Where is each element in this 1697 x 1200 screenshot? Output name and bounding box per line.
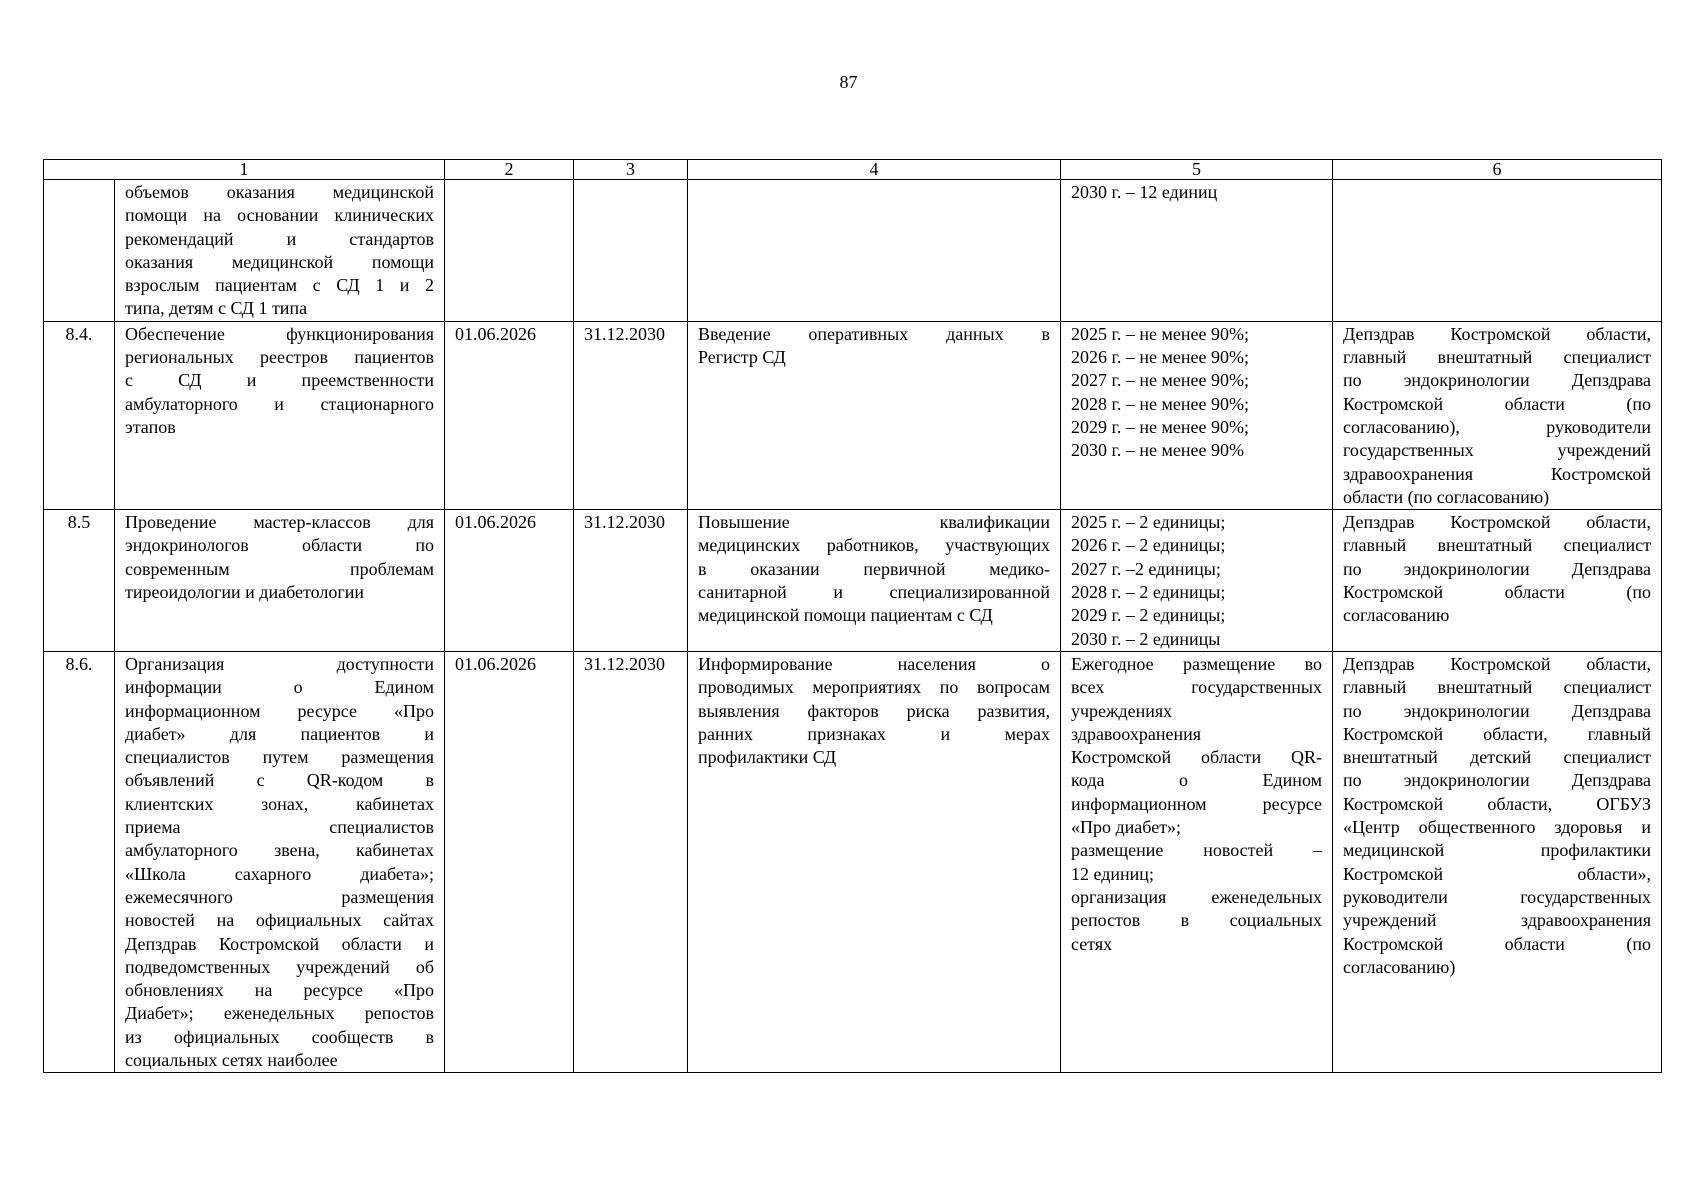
text-line: 2029 г. – не менее 90%; [1071,416,1249,437]
column-header-3: 3 [574,160,688,180]
text-line: 2027 г. – не менее 90%; [1071,370,1249,391]
text-line: информации о Едином [125,677,434,698]
text-line: здравоохранения [1071,723,1202,744]
start-date [445,180,574,322]
text-line: Обеспечение функционирования [125,323,434,344]
text-line: Проведение мастер-классов для [125,512,434,533]
text-line: взрослым пациентам с СД 1 и 2 [125,275,434,296]
target-indicator [1061,180,1333,322]
text-line: этапов [125,416,176,437]
text-line: из официальных сообществ в [125,1026,434,1047]
end-date: 31.12.2030 [574,321,688,509]
text-line: главный внештатный специалист [1343,535,1651,556]
text-line: 2025 г. – не менее 90%; [1071,323,1249,344]
target-indicator [1061,321,1333,509]
text-line: 2028 г. – не менее 90%; [1071,393,1249,414]
text-line: кода о Едином [1071,770,1322,791]
text-line: объемов оказания медицинской [125,182,434,202]
end-date [574,180,688,322]
text-line: медицинской профилактики [1343,840,1651,861]
text-line: Костромской области (по [1343,393,1651,414]
text-line: Костромской области (по [1343,933,1651,954]
responsible-parties [1333,651,1662,1072]
text-line: по эндокринологии Депздрава [1343,700,1651,721]
text-line: главный внештатный специалист [1343,677,1651,698]
start-date: 01.06.2026 [445,651,574,1072]
activity-name [115,180,445,322]
item-number: 8.6. [44,651,115,1072]
text-line: учреждений здравоохранения [1343,910,1651,931]
text-line: профилактики СД [698,747,837,768]
text-line: репостов в социальных [1071,910,1322,931]
text-line: Депздрав Костромской области и [125,933,434,954]
item-number: 8.5 [44,510,115,652]
text-line: амбулаторного и стационарного [125,393,434,414]
end-date: 31.12.2030 [574,510,688,652]
text-line: Депздрав Костромской области, [1343,512,1651,533]
text-line: согласованию [1343,605,1450,626]
start-date: 01.06.2026 [445,321,574,509]
table-row [44,651,1662,1072]
item-number [44,180,115,322]
text-line: учреждениях [1071,700,1173,721]
start-date: 01.06.2026 [445,510,574,652]
text-line: согласованию), руководители [1343,416,1651,437]
text-line: Костромской области, ОГБУЗ [1343,793,1651,814]
text-line: 2025 г. – 2 единицы; [1071,512,1226,533]
text-line: организация еженедельных [1071,886,1322,907]
target-indicator [1061,510,1333,652]
text-line: 2027 г. –2 единицы; [1071,558,1221,579]
text-line: по эндокринологии Депздрава [1343,558,1651,579]
column-header-5: 5 [1061,160,1333,180]
text-line: медицинской помощи пациентам с СД [698,605,993,626]
page-number: 87 [839,72,858,92]
text-line: оказания медицинской помощи [125,251,434,272]
text-line: сетях [1071,933,1113,954]
text-line: размещение новостей – [1071,840,1322,861]
text-line: 12 единиц; [1071,863,1154,884]
text-line: по эндокринологии Депздрава [1343,370,1651,391]
text-line: Введение оперативных данных в [698,323,1050,344]
text-line: клиентских зонах, кабинетах [125,793,434,814]
text-line: «Про диабет»; [1071,817,1182,838]
text-line: 2028 г. – 2 единицы; [1071,582,1226,603]
text-line: рекомендаций и стандартов [125,228,434,249]
responsible-parties [1333,321,1662,509]
target-indicator [1061,651,1333,1072]
text-line: современным проблемам [125,558,434,579]
table-row [44,321,1662,509]
text-line: ранних признаках и мерах [698,723,1050,744]
text-line: тиреоидологии и диабетологии [125,582,365,603]
text-line: по эндокринологии Депздрава [1343,770,1651,791]
table-row [44,510,1662,652]
text-line: информационном ресурсе [1071,793,1322,814]
text-line: новостей на официальных сайтах [125,910,434,931]
text-line: типа, детям с СД 1 типа [125,298,308,319]
text-line: руководители государственных [1343,886,1651,907]
text-line: приема специалистов [125,817,434,838]
text-line: диабет» для пациентов и [125,723,434,744]
text-line: проводимых мероприятиях по вопросам [698,677,1050,698]
item-number: 8.4. [44,321,115,509]
text-line: 2029 г. – 2 единицы; [1071,605,1226,626]
text-line: специалистов путем размещения [125,747,434,768]
text-line: Диабет»; еженедельных репостов [125,1003,434,1024]
table-row [44,180,1662,322]
text-line: области (по согласованию) [1343,486,1550,507]
text-line: информационном ресурсе «Про [125,700,434,721]
text-line: «Центр общественного здоровья и [1343,817,1651,838]
text-line: обновлениях на ресурсе «Про [125,980,434,1001]
action-plan-table [43,159,1662,1073]
expected-result [688,651,1061,1072]
expected-result [688,180,1061,322]
column-header-4: 4 [688,160,1061,180]
text-line: главный внештатный специалист [1343,347,1651,368]
text-line: региональных реестров пациентов [125,347,434,368]
text-line: санитарной и специализированной [698,582,1050,603]
text-line: ежемесячного размещения [125,886,434,907]
activity-name [115,510,445,652]
text-line: Костромской области», [1343,863,1651,884]
text-line: Повышение квалификации [698,512,1050,533]
expected-result [688,321,1061,509]
column-header-1: 1 [44,160,445,180]
text-line: Костромской области QR- [1071,747,1322,768]
text-line: эндокринологов области по [125,535,434,556]
text-line: здравоохранения Костромской [1343,463,1651,484]
expected-result [688,510,1061,652]
text-line: Депздрав Костромской области, [1343,653,1651,674]
column-number-header-row [44,160,1662,180]
text-line: 2030 г. – 2 единицы [1071,628,1221,649]
text-line: 2026 г. – 2 единицы; [1071,535,1226,556]
activity-name [115,321,445,509]
text-line: Организация доступности [125,653,434,674]
text-line: внештатный детский специалист [1343,747,1651,768]
text-line: 2030 г. – 12 единиц [1071,182,1218,202]
column-header-2: 2 [445,160,574,180]
text-line: «Школа сахарного диабета»; [125,863,434,884]
text-line: всех государственных [1071,677,1322,698]
text-line: подведомственных учреждений об [125,956,434,977]
text-line: Костромской области (по [1343,582,1651,603]
column-header-6: 6 [1333,160,1662,180]
text-line: помощи на основании клинических [125,205,434,226]
text-line: с СД и преемственности [125,370,434,391]
responsible-parties [1333,510,1662,652]
responsible-parties [1333,180,1662,322]
text-line: выявления факторов риска развития, [698,700,1050,721]
text-line: Депздрав Костромской области, [1343,323,1651,344]
text-line: согласованию) [1343,956,1456,977]
activity-name [115,651,445,1072]
text-line: амбулаторного звена, кабинетах [125,840,434,861]
text-line: 2026 г. – не менее 90%; [1071,347,1249,368]
text-line: Ежегодное размещение во [1071,653,1322,674]
text-line: социальных сетях наиболее [125,1049,338,1070]
end-date: 31.12.2030 [574,651,688,1072]
text-line: объявлений с QR-кодом в [125,770,434,791]
text-line: в оказании первичной медико- [698,558,1050,579]
text-line: Регистр СД [698,347,786,368]
text-line: Информирование населения о [698,653,1050,674]
text-line: медицинских работников, участвующих [698,535,1050,556]
text-line: 2030 г. – не менее 90% [1071,440,1244,461]
text-line: государственных учреждений [1343,440,1651,461]
text-line: Костромской области, главный [1343,723,1651,744]
